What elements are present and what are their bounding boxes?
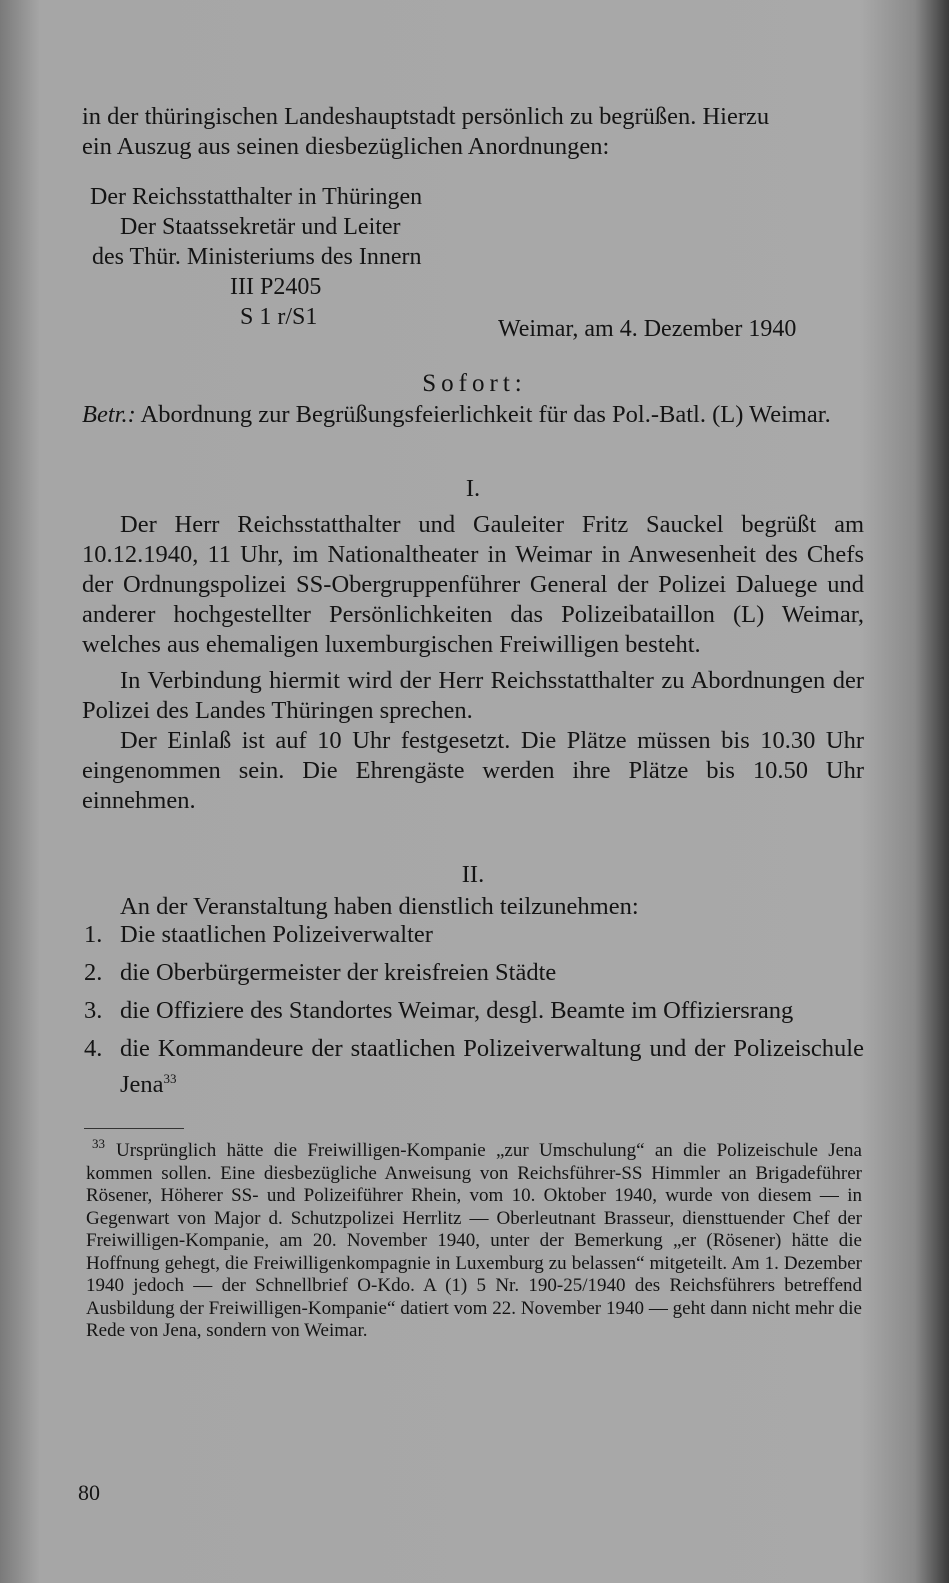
intro-line-1: in der thüringischen Landeshauptstadt persönlich zu begrüßen. Hierzu: [82, 103, 770, 130]
list-item: 3. die Offiziere des Standortes Weimar, desgl. Beamte im Offiziersrang: [84, 997, 794, 1024]
intro-line-2: ein Auszug aus seinen diesbezüglichen Anordnungen:: [82, 133, 610, 160]
paragraph-3: Der Einlaß ist auf 10 Uhr festgesetzt. Die Plätze müssen bis 10.30 Uhr eingenommen sein. Die Ehrengäste werden ihre Plätze bis 10.50 Uhr einnehmen.: [82, 727, 864, 814]
list-item: 2. die Oberbürgermeister der kreisfreien Städte: [84, 959, 557, 986]
reference-line-2: S 1 r/S1: [240, 304, 318, 330]
footnote-divider: [84, 1128, 184, 1129]
list-item: 4. die Kommandeure der staatlichen Polizeiverwaltung und der Polizeischule Jena$^{33}$: [84, 1035, 864, 1099]
letterhead-block: [90, 182, 422, 332]
section-heading-1: I.: [465, 475, 481, 502]
page-number: 80: [78, 1480, 100, 1505]
paragraph-4-container: [82, 892, 864, 922]
footnote: Ursprünglich hätte die Freiwilligen-Kompanie „zur Umschulung“ an die Polizeischule Jena kommen sollen. Eine diesbezügliche Anweisung von Reichsführer-SS Himmler an Brigadeführer Rösener, Höherer SS- und Polizeiführer Rhein, vom 10. Oktober 1940, wurde von diesem — in Gegenwart von Major d. Schutzpolizei Herrlitz — Oberleutnant Brasseur, diensttuender Chef der Freiwilligen-Kompanie, am 20. November 1940, unter der Bemerkung „er (Rösener) hätte die Hoffnung gehegt, die Freiwilligenkompagnie in Luxemburg zu belassen“ mitgeteilt. Am 1. Dezember 1940 jedoch — der Schnellbrief O-Kdo. A (1) 5 Nr. 190-25/1940 des Reichsführers betreffend Ausbildung der Freiwilligen-Kompanie“ datiert vom 22. November 1940 — geht dann nicht mehr die Rede von Jena, sondern von Weimar.: [86, 1140, 862, 1341]
letterhead-line-1: Der Reichsstatthalter in Thüringen: [90, 184, 423, 210]
letterhead-line-3: des Thür. Ministeriums des Innern: [92, 244, 422, 270]
letter-date: Weimar, am 4. Dezember 1940: [498, 316, 797, 342]
section-heading-2: II.: [461, 861, 485, 888]
paragraph-1: Der Herr Reichsstatthalter und Gauleiter Fritz Sauckel begrüßt am 10.12.1940, 11 Uhr, im Nationaltheater in Weimar in Anwesenheit des Chefs der Ordnungspolizei SS-Obergruppenführer General der Polizei Daluege und anderer hochgestellter Persönlichkeiten das Polizeibataillon (L) Weimar, welches aus ehemaligen luxemburgischen Freiwilligen besteht.: [82, 511, 864, 658]
paragraph-4: An der Veranstaltung haben dienstlich teilzunehmen:: [120, 893, 639, 920]
paragraph-2: In Verbindung hiermit wird der Herr Reichsstatthalter zu Abordnungen der Polizei des Landes Thüringen sprechen.: [82, 667, 864, 724]
list-item: 1. Die staatlichen Polizeiverwalter: [84, 921, 433, 948]
urgency-heading: Sofort:: [422, 370, 527, 397]
subject-block: [82, 400, 864, 430]
intro-paragraph: [82, 102, 864, 162]
reference-line-1: III P2405: [230, 274, 322, 300]
main-text-section-1: [82, 510, 864, 816]
subject-label: Betr.:: [82, 401, 136, 428]
attendee-list: [84, 920, 864, 1108]
letterhead-line-2: Der Staatssekretär und Leiter: [120, 214, 401, 240]
footnote-reference: 33: [163, 1071, 177, 1086]
subject-text: Abordnung zur Begrüßungsfeierlichkeit für das Pol.-Batl. (L) Weimar.: [140, 401, 831, 428]
footnote-marker: 33: [92, 1136, 105, 1151]
